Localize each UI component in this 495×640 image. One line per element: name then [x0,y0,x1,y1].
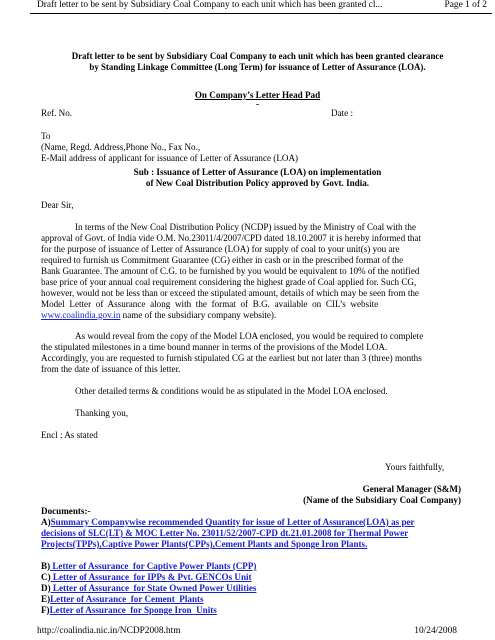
to-email-line: E-Mail address of applicant for issuance of Letter of Assurance (LOA) [41,153,299,163]
letterhead-title: On Company’s Letter Head Pad [194,90,321,100]
print-header [37,0,487,10]
para1-line2: approval of Govt. of India vide O.M. No.23011/4/2007/CPD dated 18.10.2007 it is hereby informed that [41,233,422,243]
letterhead-dash: - [255,99,260,109]
subject-line2: of New Coal Distribution Policy approved by Govt. India. [145,178,370,188]
para2-line1: As would reveal from the copy of the Model LOA enclosed, you would be required to complete [75,331,424,341]
document-a-line3 [41,539,367,549]
document-a-line2 [41,528,408,538]
para1-line4: required to furnish us Commitment Guarantee (CG) either in cash or in the prescribed format of the [41,255,404,265]
document-e-link[interactable]: Letter of Assurance for Cement Plants [50,594,204,604]
thanks: Thanking you, [75,408,129,418]
document-b-prefix: B) [41,561,51,571]
footer-date: 10/24/2008 [414,626,457,636]
document-a-line1 [41,517,466,527]
para1-line6: base price of your annual coal requirement considering the highest grade of Coal applied for. Such CG, [41,277,417,287]
para3: Other detailed terms & conditions would be as stipulated in the Model LOA enclosed. [75,386,388,396]
para1-line5: Bank Guarantee. The amount of C.G. to be furnished by you would be equivalent to 10% of the notified [41,266,420,276]
coalindia-website-link[interactable]: www.coalindia.gov.in [41,310,121,320]
to-label: To [41,131,51,141]
document-f [41,605,217,615]
signatory-title: General Manager (S&M) [362,484,461,494]
para1-line9-rest: name of the subsidiary company website). [120,310,277,320]
signatory-company: (Name of the Subsidiary Coal Company) [303,495,461,505]
date-label: Date : [331,108,353,118]
salutation: Dear Sir, [41,200,74,210]
para2-line4: from the date of issuance of this letter. [41,364,181,374]
print-header-title: Draft letter to be sent by Subsidiary Coal Company to each unit which has been granted cl... [37,0,383,10]
document-f-prefix: F) [41,605,50,615]
para1-line7: however, would not be less than or exceed the stipulated amount, details of which may be seen from the [41,288,419,298]
closing: Yours faithfully, [385,462,445,472]
document-b-link[interactable]: Letter of Assurance for Captive Power Plants (CPP) [50,561,257,571]
enclosure: Encl : As stated [41,430,98,440]
document-a-link[interactable]: Summary Companywise recommended Quantity for issue of Letter of Assurance(LOA) as per [50,517,415,527]
para2-line2: the stipulated milestones in a time bound manner in terms of the provisions of the Model LOA. [41,342,388,352]
para1-line9 [41,310,457,320]
document-e-prefix: E) [41,594,51,604]
para1-line3: for the purpose of issuance of Letter of Assurance (LOA) for supply of coal to your unit(s) you are [41,244,400,254]
document-d-prefix: D) [41,583,51,593]
para2-line3: Accordingly, you are requested to furnish stipulated CG at the earliest but not later than 3 (three) months [41,353,422,363]
para1-line1: In terms of the New Coal Distribution Policy (NCDP) issued by the Ministry of Coal with the [75,222,416,232]
document-a-prefix: A) [41,517,51,527]
document-d-link[interactable]: Letter of Assurance for State Owned Power Utilities [50,583,257,593]
subject-line1: Sub : Issuance of Letter of Assurance (LOA) on implementation [133,167,382,177]
footer-url: http://coalindia.nic.in/NCDP2008.htm [37,626,181,636]
documents-label: Documents:- [41,506,91,516]
document-b [41,561,256,571]
heading-line2: by Standing Linkage Committee (Long Term) for issuance of Letter of Assurance (LOA). [89,62,426,72]
ref-no-label: Ref. No. [41,108,73,118]
para1-line8: Model Letter of Assurance along with the format of B.G. available on CIL’s website [41,299,379,309]
header-divider [30,13,492,14]
document-d [41,583,256,593]
document-e [41,594,204,604]
heading-line1: Draft letter to be sent by Subsidiary Coal Company to each unit which has been granted clearance [71,51,444,61]
document-a-link-cont[interactable]: decisions of SLC(LT) & MOC Letter No. 23011/52/2007-CPD dt.21.01.2008 for Thermal Power [41,528,409,538]
to-address-line: (Name, Regd. Address,Phone No., Fax No., [41,142,201,152]
document-f-link[interactable]: Letter of Assurance for Sponge Iron Units [49,605,217,615]
document-c-prefix: C) [41,572,51,582]
document-a-link-end[interactable]: Projects(TPPs),Captive Power Plants(CPPs),Cement Plants and Sponge Iron Plants. [41,539,368,549]
print-footer [37,626,457,636]
document-c-link[interactable]: Letter of Assurance for IPPs & Pvt. GENCOs Unit [50,572,252,582]
print-header-page: Page 1 of 2 [444,0,487,10]
document-c [41,572,252,582]
